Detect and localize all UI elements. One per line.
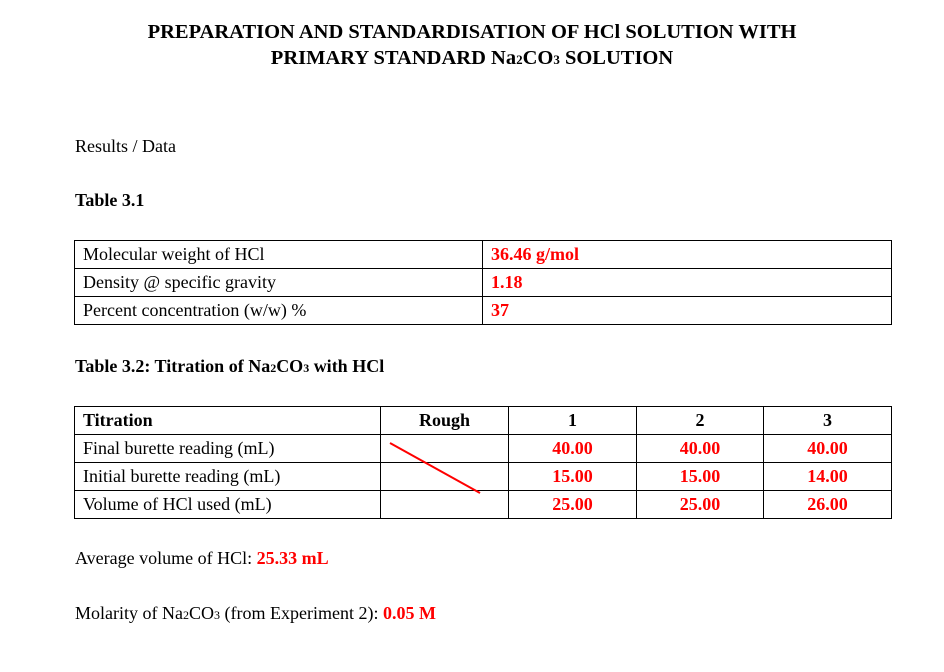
table-1-caption: Table 3.1 <box>75 190 145 210</box>
header-titration: Titration <box>75 407 381 435</box>
trial-value: 40.00 <box>764 435 892 463</box>
table-row <box>75 269 892 297</box>
row-label: Initial burette reading (mL) <box>75 463 381 491</box>
trial-value: 26.00 <box>764 491 892 519</box>
row-value: 1.18 <box>483 269 892 297</box>
trial-value: 14.00 <box>764 463 892 491</box>
results-heading: Results / Data <box>75 136 176 156</box>
header-trial-3: 3 <box>764 407 892 435</box>
trial-value: 15.00 <box>509 463 637 491</box>
row-label: Volume of HCl used (mL) <box>75 491 381 519</box>
table-3-2 <box>74 406 892 519</box>
table-row <box>75 241 892 269</box>
trial-value: 25.00 <box>509 491 637 519</box>
table-header-row <box>75 407 892 435</box>
average-volume-value: 25.33 mL <box>256 548 329 568</box>
molarity-line: Molarity of Na2CO3 (from Experiment 2): 0.05 M <box>75 603 436 623</box>
table-row <box>75 491 892 519</box>
trial-value: 15.00 <box>637 463 764 491</box>
molarity-value: 0.05 M <box>382 603 436 623</box>
title-line-1: PREPARATION AND STANDARDISATION OF HCl SOLUTION WITH <box>147 21 797 43</box>
table-2-caption: Table 3.2: Titration of Na2CO3 with HCl <box>75 356 385 376</box>
title-line-2: PRIMARY STANDARD Na2CO3 SOLUTION <box>270 47 674 69</box>
table-3-1 <box>74 240 892 325</box>
table-row <box>75 435 892 463</box>
row-label: Density @ specific gravity <box>75 269 483 297</box>
table-row <box>75 297 892 325</box>
trial-value: 40.00 <box>509 435 637 463</box>
rough-cell <box>381 491 509 519</box>
row-value: 36.46 g/mol <box>483 241 892 269</box>
trial-value: 25.00 <box>637 491 764 519</box>
table-row <box>75 463 892 491</box>
document-title <box>0 19 944 73</box>
average-volume-line: Average volume of HCl: 25.33 mL <box>75 548 329 568</box>
row-label: Final burette reading (mL) <box>75 435 381 463</box>
header-trial-2: 2 <box>637 407 764 435</box>
row-value: 37 <box>483 297 892 325</box>
trial-value: 40.00 <box>637 435 764 463</box>
rough-cell <box>381 463 509 491</box>
header-rough: Rough <box>381 407 509 435</box>
header-trial-1: 1 <box>509 407 637 435</box>
row-label: Percent concentration (w/w) % <box>75 297 483 325</box>
rough-cell <box>381 435 509 463</box>
row-label: Molecular weight of HCl <box>75 241 483 269</box>
